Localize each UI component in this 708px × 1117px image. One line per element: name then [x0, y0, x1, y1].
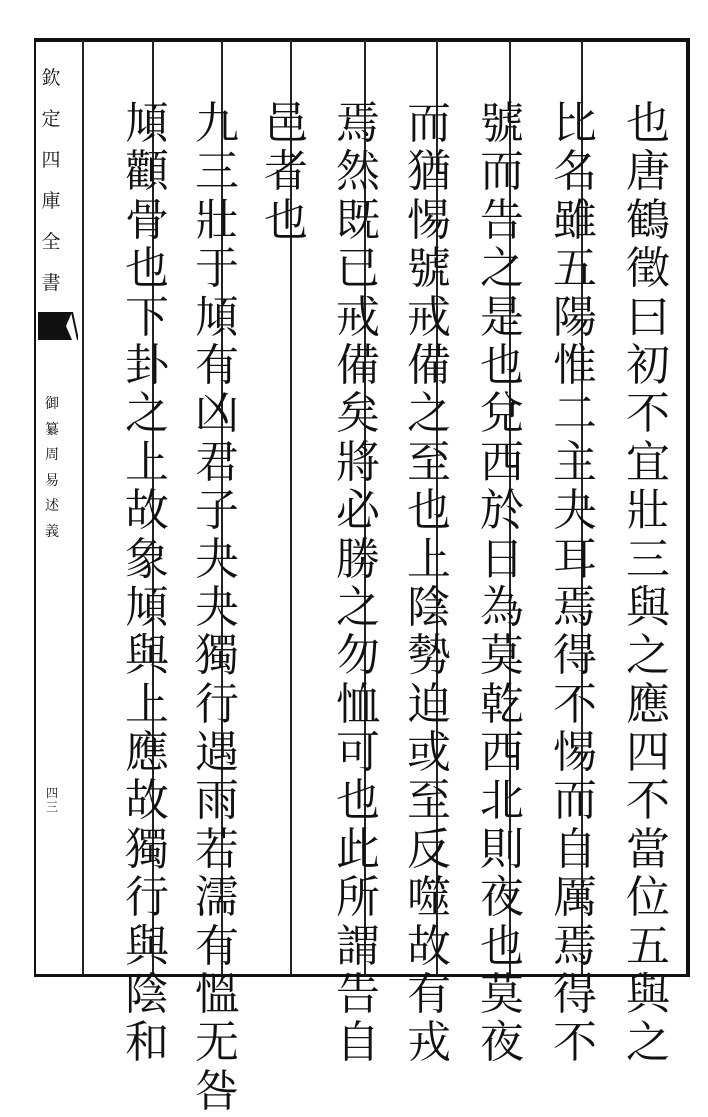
text-column: 而 猶 惕 號 戒 備 之 至 也 上 陰 勢 迫 或 至 反 噬 故 有 戎: [407, 98, 451, 1069]
margin-book-title: 御 纂 周 易 述 義: [45, 396, 59, 540]
text-column: 邑 者 也: [264, 98, 308, 246]
right-border: [686, 38, 690, 977]
left-border: [34, 38, 36, 977]
fish-tail-ornament-icon: [38, 312, 78, 340]
margin-divider: [82, 40, 84, 975]
page-number: 四 三: [45, 786, 58, 814]
text-column: 九 三 壯 于 頄 有 凶 君 子 夬 夬 獨 行 遇 雨 若 濡 有 慍 无 咎: [195, 98, 239, 1117]
text-column: 頄 顴 骨 也 下 卦 之 上 故 象 頄 與 上 應 故 獨 行 與 陰 和: [125, 98, 169, 1069]
text-column: 也 唐 鶴 徵 曰 初 不 宜 壯 三 與 之 應 四 不 當 位 五 與 之: [626, 98, 670, 1069]
top-border: [34, 38, 690, 42]
margin-title: 欽 定 四 庫 全 書: [41, 67, 61, 294]
text-column: 焉 然 既 已 戒 備 矣 將 必 勝 之 勿 恤 可 也 此 所 謂 告 自: [336, 98, 380, 1069]
text-column: 號 而 告 之 是 也 兌 西 於 日 為 莫 乾 西 北 則 夜 也 莫 夜: [480, 98, 524, 1069]
text-column: 比 名 雖 五 陽 惟 二 主 夬 耳 焉 得 不 惕 而 自 厲 焉 得 不: [553, 98, 597, 1069]
